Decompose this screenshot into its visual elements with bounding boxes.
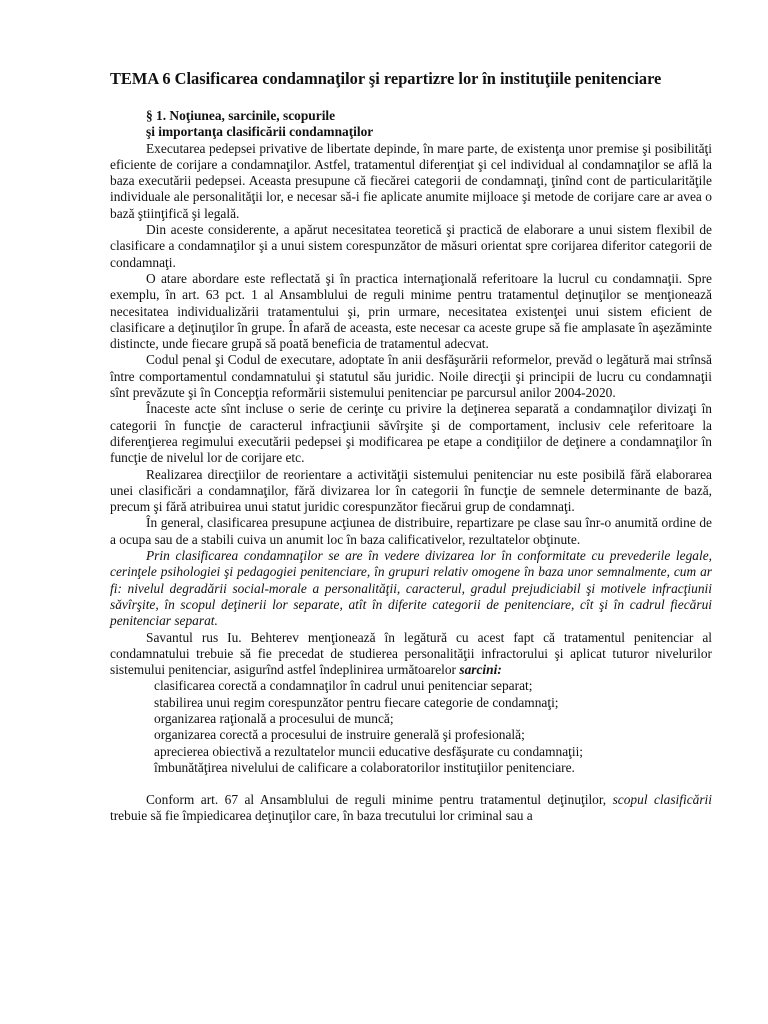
list-item: aprecierea obiectivă a rezultatelor muncii educative desfăşurate cu condamnaţii; bbox=[154, 743, 584, 759]
classification-scope-emphasis: scopul clasificării bbox=[612, 792, 712, 808]
document-body bbox=[110, 68, 712, 825]
final-paragraph bbox=[110, 792, 712, 825]
final-paragraph-before: Conform art. 67 al Ansamblului de reguli minime pentru tratamentul deţinuţilor, bbox=[146, 792, 613, 808]
paragraph-2: Din aceste considerente, a apărut necesitatea teoretică şi practică de elaborare a unui sistem flexibil de clasificare a condamnaţilor şi a unui sistem corespunzător de măsuri orientat spre corijarea diferitor categorii de condamnaţi. bbox=[110, 222, 712, 270]
page-title: TEMA 6 Clasificarea condamnaţilor şi repartizre lor în instituţiile penitenciare bbox=[110, 69, 662, 88]
list-item: organizarea raţională a procesului de muncă; bbox=[154, 710, 394, 726]
section-heading-line-2: şi importanţa clasificării condamnaţilor bbox=[146, 124, 374, 140]
section-heading-line-1: § 1. Noţiunea, sarcinile, scopurile bbox=[146, 108, 336, 123]
paragraph-5: Înaceste acte sînt incluse o serie de cerinţe cu privire la deţinerea separată a condamnaţilor divizaţi în categorii în funcţie de caracterul infracţiunii săvîrşite şi de comportament, inclusiv cele referitoare la diferenţierea regimului executării pedepsei şi modificarea pe etape a condiţiilor de deţinere a condamnaţilor în funcţie de nivelul lor de corijare etc. bbox=[110, 401, 712, 466]
final-paragraph-after: trebuie să fie împiedicarea deţinuţilor care, în baza trecutului lor criminal sau a bbox=[110, 808, 533, 824]
section-heading bbox=[146, 108, 712, 141]
paragraph-6: Realizarea direcţiilor de reorientare a activităţii sistemului penitenciar nu este posibilă fără elaborarea unei clasificări a condamnaţilor, fără divizarea lor în categorii în funcţie de semnele determinante de bază, precum şi fără atribuirea unui statut juridic corespunzător fiecărui grup de condamnaţi. bbox=[110, 466, 712, 515]
tasks-list bbox=[110, 678, 712, 776]
tasks-emphasis: sarcini: bbox=[459, 662, 502, 678]
paragraph-3: O atare abordare este reflectată şi în practica internaţională referitoare la lucrul cu condamnaţii. Spre exemplu, în art. 63 pct. 1 al Ansamblului de reguli minime pentru tratamentul deţinuţilor se menţionează necesitatea individualizării tratamentului şi, prin urmare, necesitatea existenţei unui sistem eficient de clasificare a deţinuţilor în grupe. În afară de aceasta, este necesar ca aceste grupe să fie amplasate în aşezăminte distincte, unde fiecare grupă să poată beneficia de tratamentul adecvat. bbox=[110, 270, 712, 352]
list-item: clasificarea corectă a condamnaţilor în cadrul unui penitenciar separat; bbox=[154, 678, 533, 694]
blank-line bbox=[110, 776, 712, 792]
behterev-paragraph-text: Savantul rus Iu. Behterev menţionează în legătură cu acest fapt că tratamentul penitenciar al condamnatului trebuie să fie precedat de studierea personalităţii infractorului şi aplicat tuturor nivelurilor sistemului penitenciar, asigurînd astfel îndeplinirea următoarelor bbox=[110, 629, 712, 678]
list-item: stabilirea unui regim corespunzător pentru fiecare categorie de condamnaţi; bbox=[154, 694, 559, 710]
paragraph-1: Executarea pedepsei privative de libertate depinde, în mare parte, de existenţa unor premise şi posibilităţi eficiente de corijare a condamnaţilor. Astfel, tratamentul diferenţiat şi cel individual al condamnaţilor se află la baza executării pedepsei. Aceasta presupune că fiecărei categorii de condamnaţi, ţinînd cont de particularităţile individuale ale personalităţii lor, e necesar să-i fie aplicate anumite mijloace şi metode de corijare care ar avea o bază ştiinţifică şi legală. bbox=[110, 140, 712, 221]
paragraph-7: În general, clasificarea presupune acţiunea de distribuire, repartizare pe clase sau înr-o anumită ordine de a ocupa sau de a stabili cuiva un anumit loc în baza calificativelor, rezultatelor obţinute. bbox=[110, 515, 712, 547]
list-item: îmbunătăţirea nivelului de calificare a colaboratorilor instituţiilor penitenciare. bbox=[154, 759, 575, 775]
list-item: organizarea corectă a procesului de instruire generală şi profesională; bbox=[154, 727, 525, 743]
paragraph-4: Codul penal şi Codul de executare, adoptate în anii desfăşurării reformelor, prevăd o legătură mai strînsă între comportamentul condamnatului şi statutul său juridic. Noile direcţii şi principii de lucru cu condamnaţii sînt prevăzute şi în Concepţia reformării sistemului penitenciar pe parcursul anilor 2004-2020. bbox=[110, 352, 712, 401]
definition-paragraph: Prin clasificarea condamnaţilor se are în vedere divizarea lor în conformitate cu prevederile legale, cerinţele psihologiei şi pedagogiei penitenciare, în grupuri relativ omogene în baza unor semnalmente, cum ar fi: nivelul degradării social-morale a personalităţii, caracterul, gradul prejudiciabil şi motivele infracţiunii săvîrşite, în scopul deţinerii lor separate, atît în diferite categorii de penitenciare, cît şi în cadrul fiecărui penitenciar separat. bbox=[110, 548, 712, 629]
behterev-paragraph bbox=[110, 630, 712, 679]
